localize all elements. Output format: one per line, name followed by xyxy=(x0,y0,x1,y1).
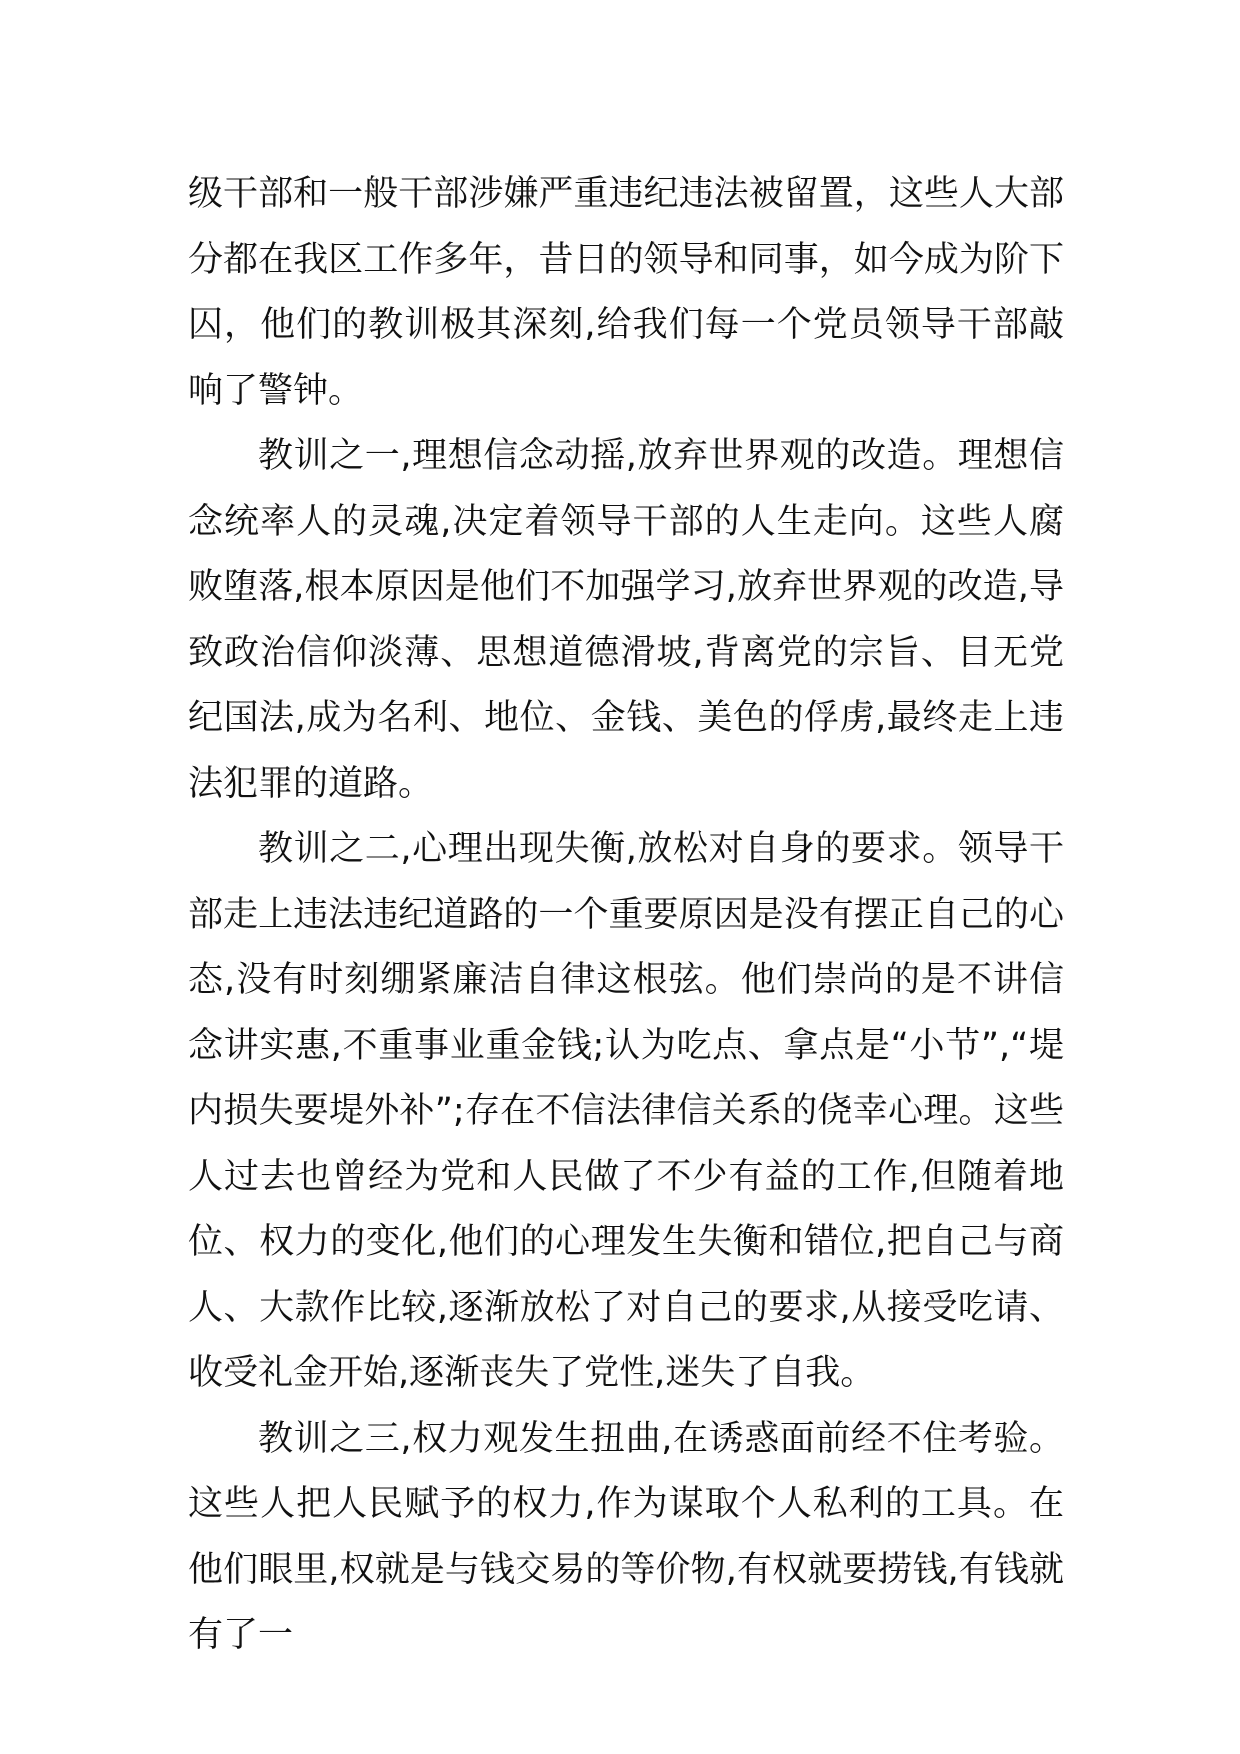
paragraph-intro: 级干部和一般干部涉嫌严重违纪违法被留置，这些人大部分都在我区工作多年，昔日的领导和同事，如今成为阶下囚，他们的教训极其深刻,给我们每一个党员领导干部敲响了警钟。 xyxy=(188,174,1064,411)
document-body xyxy=(188,162,1064,1669)
paragraph-lesson-one: 教训之一,理想信念动摇,放弃世界观的改造。理想信念统率人的灵魂,决定着领导干部的人生走向。这些人腐败堕落,根本原因是他们不加强学习,放弃世界观的改造,导致政治信仰淡薄、思想道德滑坡,背离党的宗旨、目无党纪国法,成为名利、地位、金钱、美色的俘虏,最终走上违法犯罪的道路。 xyxy=(188,436,1064,804)
paragraph-lesson-two: 教训之二,心理出现失衡,放松对自身的要求。领导干部走上违法违纪道路的一个重要原因是没有摆正自己的心态,没有时刻绷紧廉洁自律这根弦。他们崇尚的是不讲信念讲实惠,不重事业重金钱;认为吃点、拿点是“小节”,“堤内损失要堤外补”;存在不信法律信关系的侥幸心理。这些人过去也曾经为党和人民做了不少有益的工作,但随着地位、权力的变化,他们的心理发生失衡和错位,把自己与商人、大款作比较,逐渐放松了对自己的要求,从接受吃请、收受礼金开始,逐渐丧失了党性,迷失了自我。 xyxy=(188,829,1064,1393)
paragraph-lesson-three: 教训之三,权力观发生扭曲,在诱惑面前经不住考验。这些人把人民赋予的权力,作为谋取个人私利的工具。在他们眼里,权就是与钱交易的等价物,有权就要捞钱,有钱就有了一 xyxy=(188,1418,1064,1655)
